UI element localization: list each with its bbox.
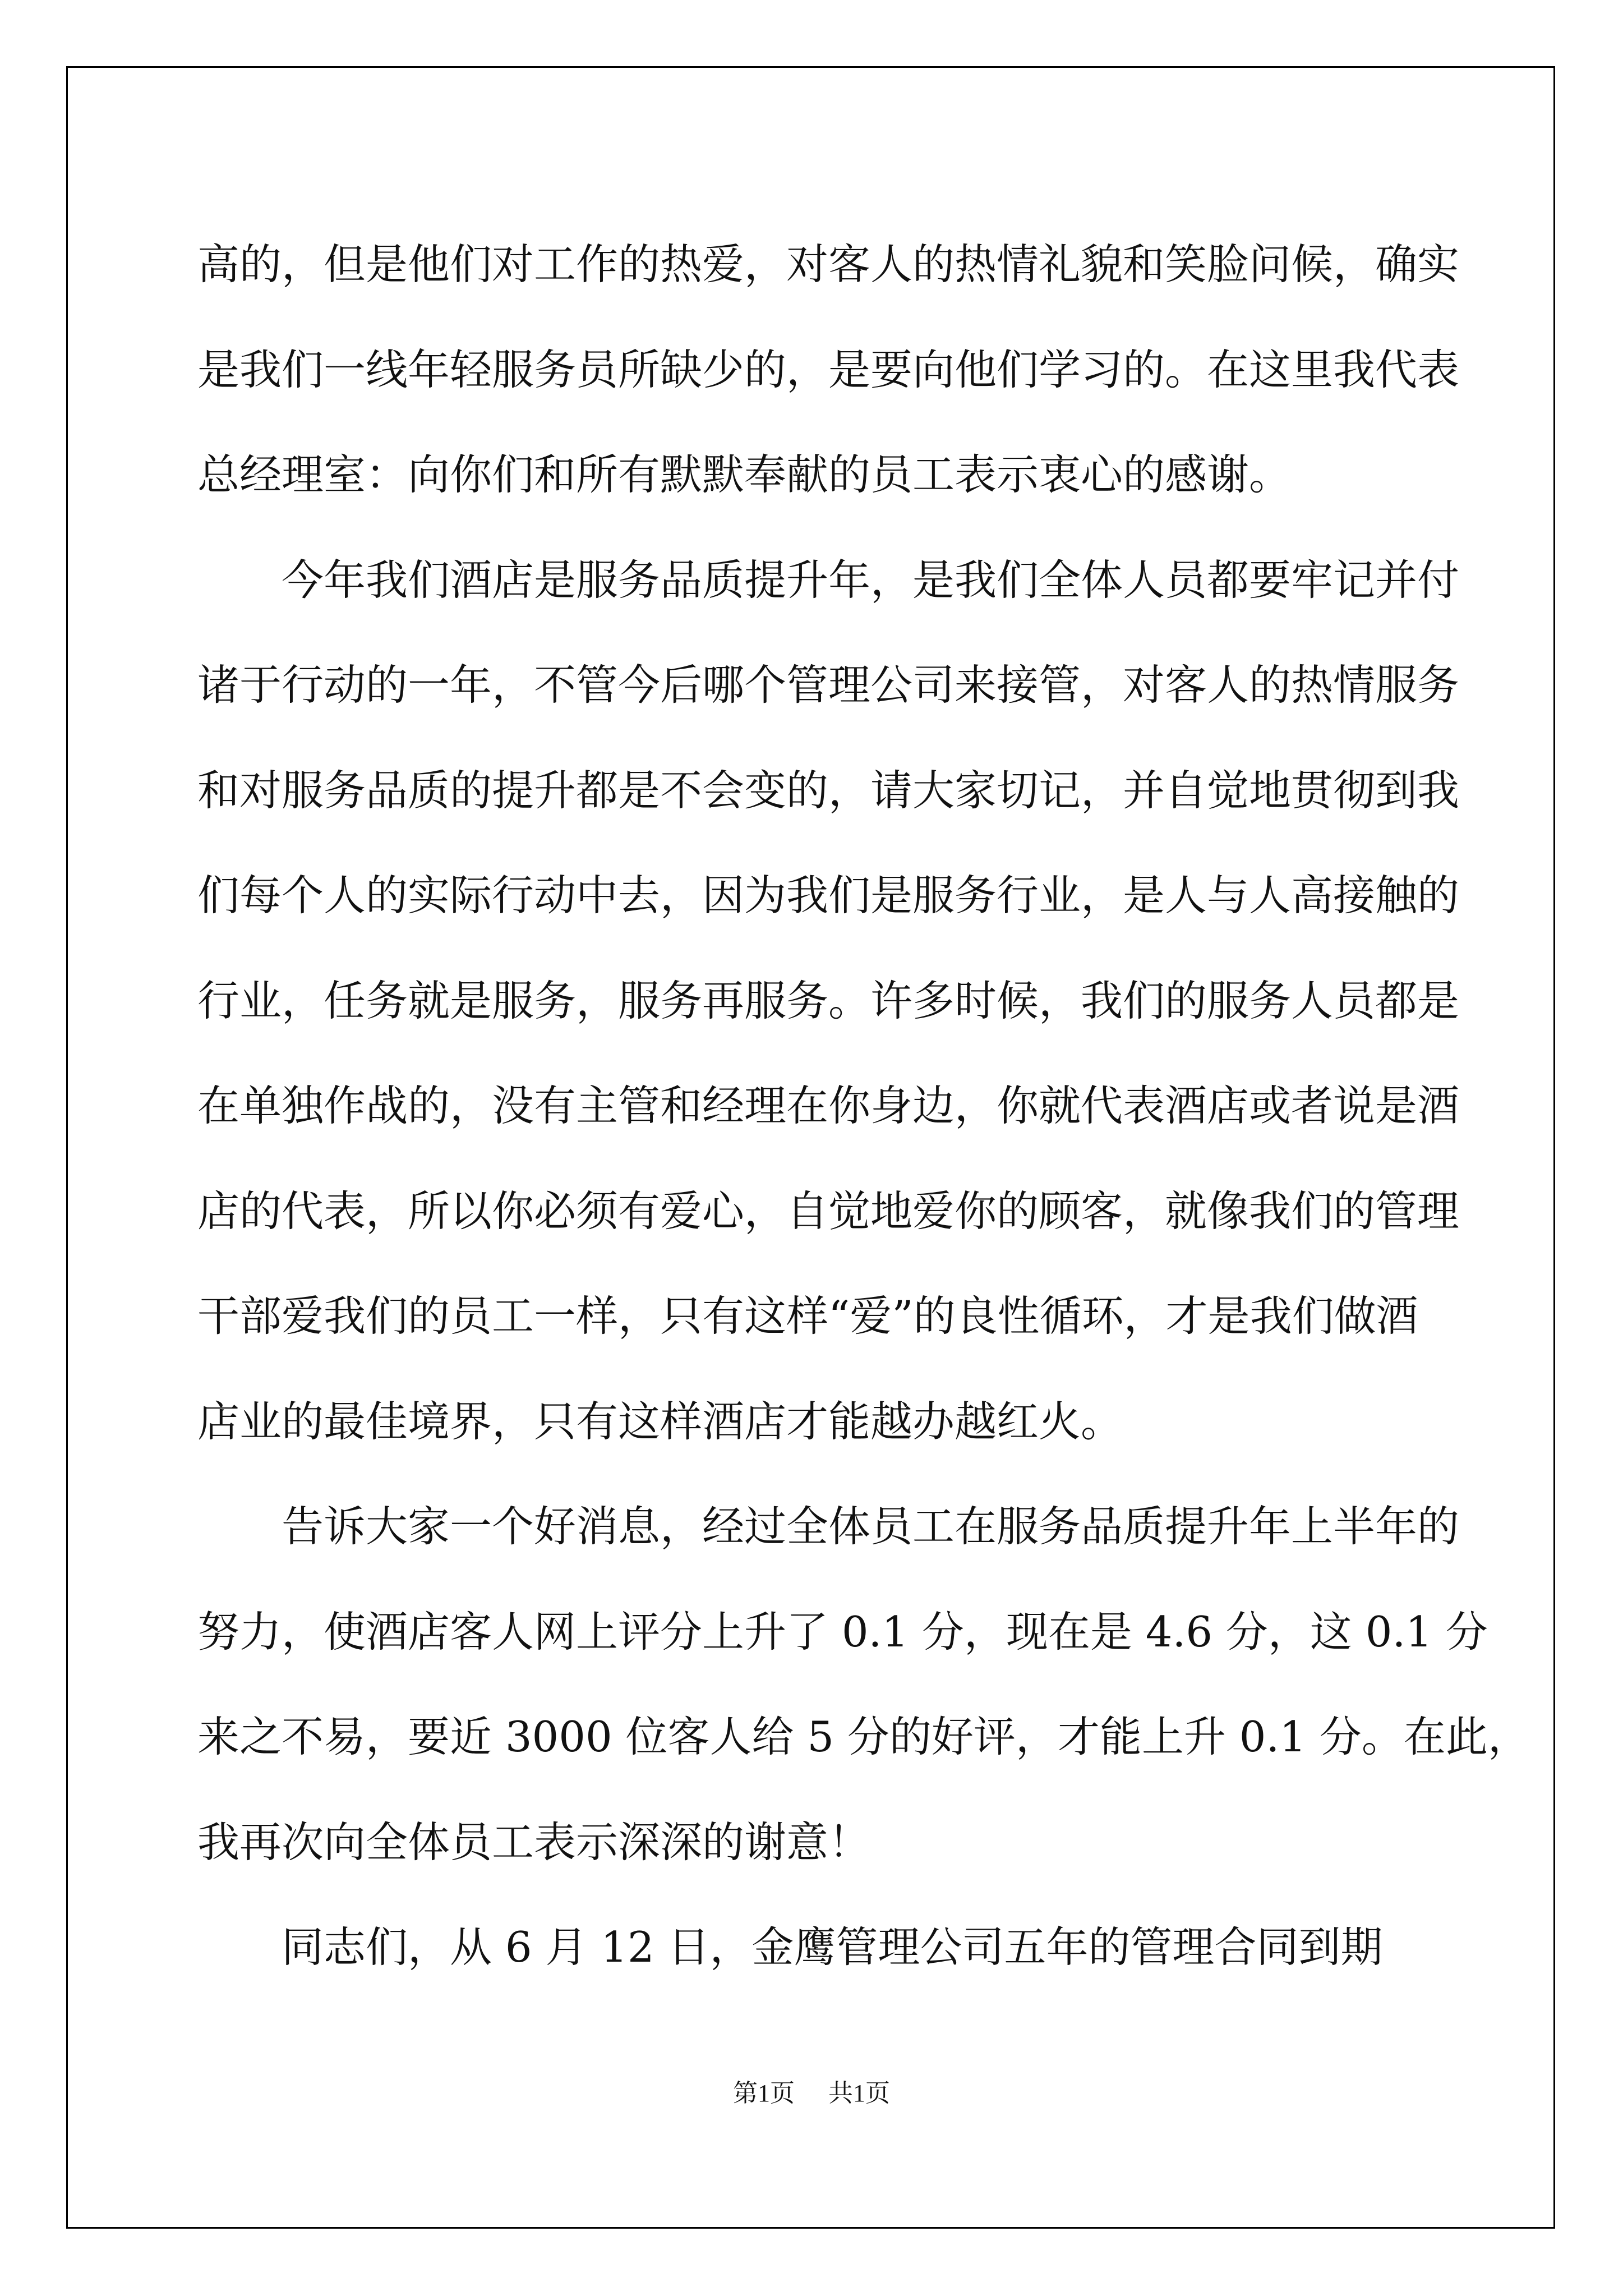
text-line: 同志们，从 6 月 12 日，金鹰管理公司五年的管理合同到期 xyxy=(197,1922,1383,1972)
text-line: 和对服务品质的提升都是不会变的，请大家切记，并自觉地贯彻到我 xyxy=(197,765,1460,815)
text-line: 行业，任务就是服务，服务再服务。许多时候，我们的服务人员都是 xyxy=(197,976,1460,1025)
text-line: 我再次向全体员工表示深深的谢意！ xyxy=(197,1817,871,1867)
text-line: 总经理室：向你们和所有默默奉献的员工表示衷心的感谢。 xyxy=(197,450,1292,499)
text-line: 高的，但是他们对工作的热爱，对客人的热情礼貌和笑脸问候，确实 xyxy=(197,240,1460,289)
text-line: 店业的最佳境界，只有这样酒店才能越办越红火。 xyxy=(197,1396,1123,1446)
text-line: 是我们一线年轻服务员所缺少的，是要向他们学习的。在这里我代表 xyxy=(197,344,1460,394)
text-line: 在单独作战的，没有主管和经理在你身边，你就代表酒店或者说是酒 xyxy=(197,1081,1460,1130)
text-line: 诸于行动的一年，不管今后哪个管理公司来接管，对客人的热情服务 xyxy=(197,660,1460,710)
page-number-current: 第1页 xyxy=(733,2079,795,2107)
text-line: 店的代表，所以你必须有爱心，自觉地爱你的顾客，就像我们的管理 xyxy=(197,1186,1460,1236)
page-footer xyxy=(0,2073,1623,2109)
text-line: 今年我们酒店是服务品质提升年，是我们全体人员都要牢记并付 xyxy=(197,555,1460,605)
text-line: 来之不易，要近 3000 位客人给 5 分的好评，才能上升 0.1 分。在此， xyxy=(197,1712,1530,1761)
text-line: 们每个人的实际行动中去，因为我们是服务行业，是人与人高接触的 xyxy=(197,871,1460,920)
document-body xyxy=(197,212,1530,2000)
page-number-total: 共1页 xyxy=(828,2079,890,2107)
text-line: 干部爱我们的员工一样，只有这样“爱”的良性循环，才是我们做酒 xyxy=(197,1291,1418,1341)
text-line: 努力，使酒店客人网上评分上升了 0.1 分，现在是 4.6 分，这 0.1 分 xyxy=(197,1607,1488,1657)
text-line: 告诉大家一个好消息，经过全体员工在服务品质提升年上半年的 xyxy=(197,1502,1460,1551)
